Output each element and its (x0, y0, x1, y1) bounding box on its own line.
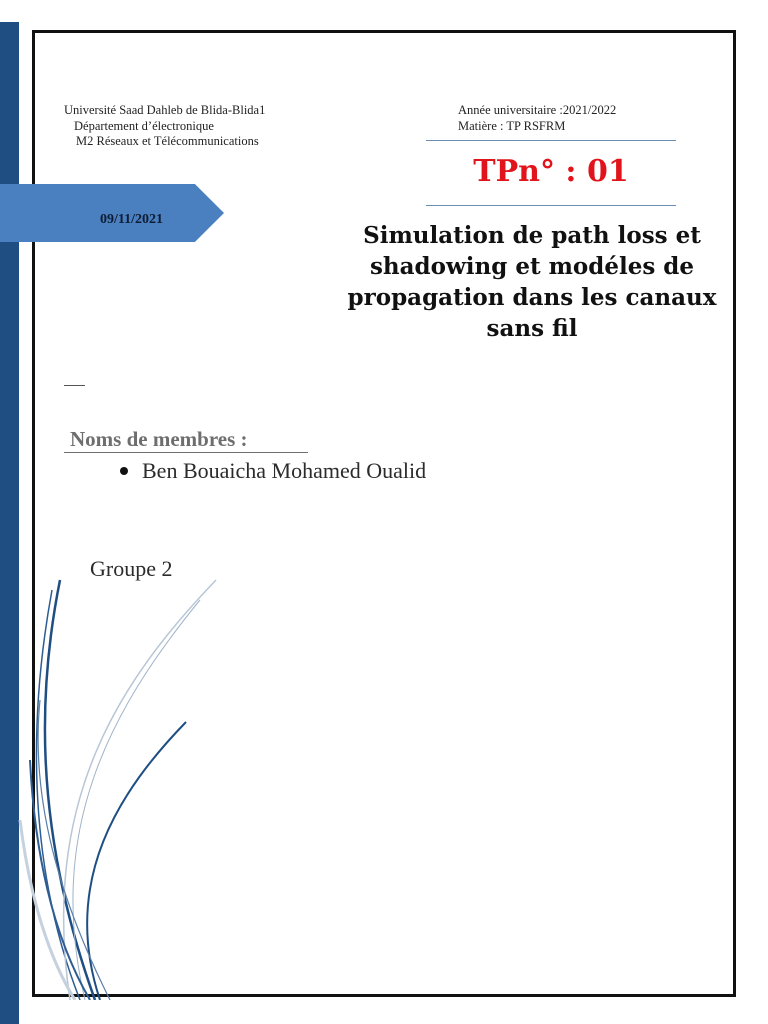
group-label: Groupe 2 (90, 556, 173, 581)
year-block (458, 103, 616, 134)
members-list (120, 456, 426, 486)
title-line-1: Simulation de path loss et (363, 222, 701, 249)
university-name: Université Saad Dahleb de Blida-Blida1 (64, 103, 266, 117)
top-rule (426, 140, 676, 141)
university-block (64, 103, 265, 150)
title-line-3: propagation dans les canaux (347, 284, 717, 311)
bottom-rule (426, 205, 676, 206)
academic-year: Année universitaire :2021/2022 (458, 103, 617, 117)
subject-name: Matière : TP RSFRM (458, 118, 566, 133)
short-dash (64, 385, 85, 386)
tp-number-title: TPn° : 01 (473, 154, 629, 189)
program-name: M2 Réseaux et Télécommunications (76, 134, 259, 148)
department-name: Département d’électronique (74, 118, 214, 133)
members-heading: Noms de membres : (64, 426, 308, 453)
date-label: 09/11/2021 (100, 212, 164, 227)
document-title (340, 220, 724, 344)
list-item (120, 456, 426, 486)
decorative-curves (0, 560, 240, 1000)
bullet-icon (120, 467, 128, 475)
title-line-2: shadowing et modéles de (369, 253, 695, 280)
member-name: Ben Bouaicha Mohamed Oualid (142, 458, 427, 483)
title-line-4: sans fil (486, 315, 578, 342)
